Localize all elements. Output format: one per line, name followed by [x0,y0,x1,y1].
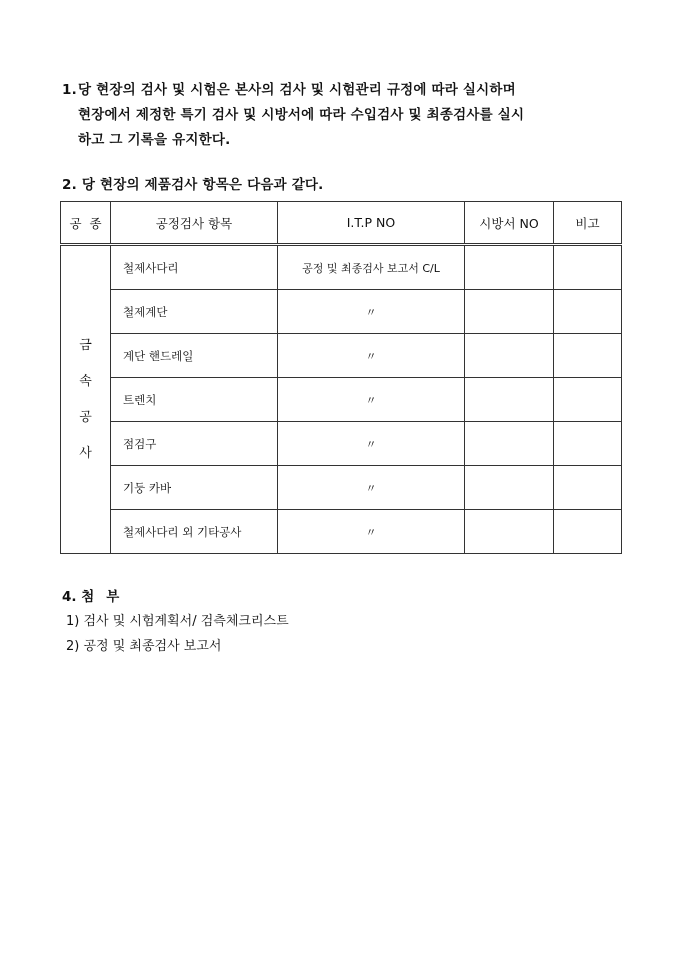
work-type-char: 공 [79,409,92,425]
table-row [61,290,622,334]
section-2-heading: 2. 당 현장의 제품검사 항목은 다음과 같다. [62,177,324,193]
spec-cell [465,422,554,466]
remark-cell [554,378,622,422]
spec-cell [465,334,554,378]
item-cell: 점검구 [111,422,278,466]
itp-cell: 〃 [278,378,465,422]
spec-cell [465,378,554,422]
section-1-line-3: 하고 그 기록을 유지한다. [78,132,231,148]
header-inspection-item: 공정검사 항목 [111,202,278,245]
section-4-heading [62,585,119,605]
item-cell: 철제계단 [111,290,278,334]
itp-cell: 〃 [278,510,465,554]
remark-cell [554,290,622,334]
remark-cell [554,334,622,378]
work-type-char: 사 [79,445,92,461]
section-1-line-1 [62,78,632,103]
work-type-char: 속 [79,373,92,389]
attachment-item: 1) 검사 및 시험계획서/ 검측체크리스트 [66,614,289,629]
inspection-items-table [60,201,622,554]
section-4-title-char: 부 [106,589,120,605]
section-4-title-char: 첨 [81,589,95,605]
remark-cell [554,422,622,466]
itp-cell: 〃 [278,334,465,378]
item-cell: 철제사다리 외 기타공사 [111,510,278,554]
item-cell: 기둥 카바 [111,466,278,510]
itp-cell: 〃 [278,422,465,466]
itp-cell: 〃 [278,290,465,334]
work-type-cell [61,245,111,554]
header-remark: 비고 [554,202,622,245]
item-cell: 계단 핸드레일 [111,334,278,378]
table-header-row [61,202,622,245]
header-spec-no: 시방서 NO [465,202,554,245]
spec-cell [465,510,554,554]
header-work-type: 공 종 [61,202,111,245]
table-row [61,422,622,466]
table-row [61,245,622,290]
remark-cell [554,510,622,554]
itp-cell: 〃 [278,466,465,510]
table-row [61,334,622,378]
header-itp-no: I.T.P NO [278,202,465,245]
work-type-char: 금 [79,337,92,353]
section-4-number: 4. [62,589,77,605]
section-1-paragraph [62,78,632,153]
spec-cell [465,245,554,290]
remark-cell [554,245,622,290]
attachment-item: 2) 공정 및 최종검사 보고서 [66,639,222,654]
section-1-line-text: 당 현장의 검사 및 시험은 본사의 검사 및 시험관리 규정에 따라 실시하며 [78,82,516,98]
remark-cell [554,466,622,510]
section-1-line-2: 현장에서 제정한 특기 검사 및 시방서에 따라 수입검사 및 최종검사를 실시 [78,107,525,123]
section-1-number: 1. [62,82,77,98]
item-cell: 철제사다리 [111,245,278,290]
item-cell: 트렌치 [111,378,278,422]
table-row [61,378,622,422]
itp-cell: 공정 및 최종검사 보고서 C/L [278,245,465,290]
table-row [61,466,622,510]
spec-cell [465,290,554,334]
spec-cell [465,466,554,510]
table-row [61,510,622,554]
